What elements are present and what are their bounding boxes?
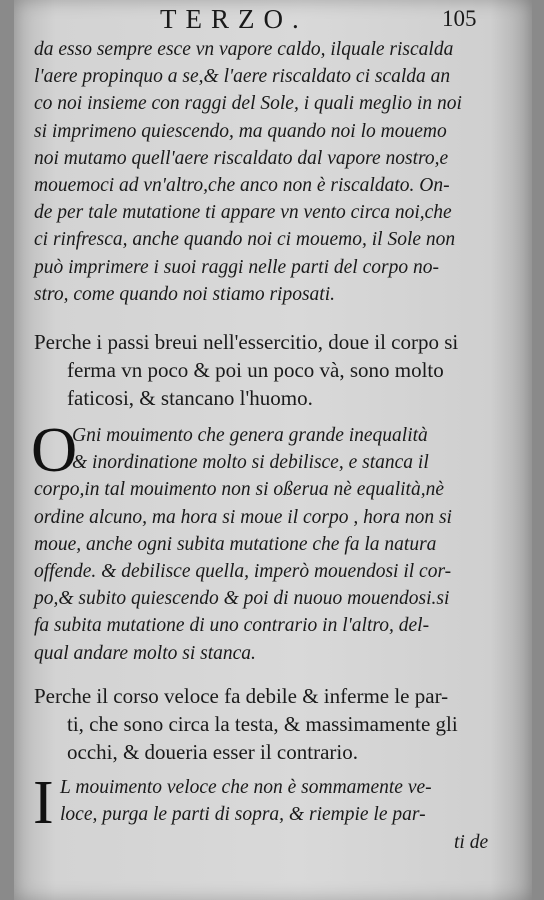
text-line: ordine alcuno, ma hora si moue il corpo , hora non si — [34, 506, 452, 528]
text-line: Perche il corso veloce fa debile & inferme le par- — [34, 684, 449, 708]
text-line: occhi, & doueria esser il contrario. — [67, 740, 358, 764]
text-line: noi mutamo quell'aere riscaldato dal vapore nostro,e — [34, 147, 449, 169]
text-line: stro, come quando noi stiamo riposati. — [34, 283, 335, 305]
book-page — [14, 0, 532, 900]
text-line: po,& subito quiescendo & poi di nuouo mouendosi.si — [34, 588, 450, 610]
question-heading — [34, 328, 458, 412]
paragraph-continuation — [34, 36, 462, 308]
text-line: ti, che sono circa la testa, & massimamente gli — [67, 712, 458, 736]
text-line: ferma vn poco & poi un poco và, sono molto — [67, 358, 444, 382]
page-number: 105 — [442, 6, 477, 31]
text-line: co noi insieme con raggi del Sole, i quali meglio in noi — [34, 93, 462, 115]
text-line: loce, purga le parti di sopra, & riempie le par- — [60, 804, 426, 826]
text-line: può imprimere i suoi raggi nelle parti del corpo no- — [34, 256, 439, 278]
text-line: ci rinfresca, anche quando noi ci mouemo, il Sole non — [34, 229, 456, 251]
text-line: l'aere propinquo a se,& l'aere riscaldato ci scalda an — [34, 66, 451, 88]
drop-capital: I — [33, 769, 54, 837]
text-line: Gni mouimento che genera grande inequalità — [72, 425, 428, 446]
catchword: ti de — [454, 832, 489, 853]
text-line: mouemoci ad vn'altro,che anco non è riscaldato. On- — [34, 175, 450, 197]
text-line: Perche i passi breui nell'essercitio, doue il corpo si — [34, 330, 459, 354]
text-line: corpo,in tal mouimento non si oßerua nè equalità,nè — [34, 479, 444, 501]
text-line: fa subita mutatione di uno contrario in l'altro, del- — [34, 615, 430, 637]
text-line: moue, anche ogni subita mutatione che fa la natura — [34, 533, 437, 555]
page-header — [14, 4, 532, 34]
answer-paragraph — [33, 769, 432, 837]
text-line: faticosi, & stancano l'huomo. — [67, 386, 313, 410]
text-line: si imprimeno quiescendo, ma quando noi lo mouemo — [34, 120, 447, 142]
answer-paragraph — [31, 414, 452, 667]
text-line: de per tale mutatione ti appare vn vento circa noi,che — [34, 202, 452, 224]
text-line: L mouimento veloce che non è sommamente ve- — [60, 777, 432, 798]
running-head: TERZO. — [160, 4, 308, 34]
text-line: da esso sempre esce vn vapore caldo, ilquale riscalda — [34, 39, 454, 60]
text-line: qual andare molto si stanca. — [34, 642, 256, 664]
drop-capital: O — [31, 414, 78, 485]
question-heading — [34, 682, 458, 766]
text-line: offende. & debilisce quella, imperò mouendosi il cor- — [34, 561, 452, 583]
text-line: & inordinatione molto si debilisce, e stanca il — [72, 452, 429, 474]
